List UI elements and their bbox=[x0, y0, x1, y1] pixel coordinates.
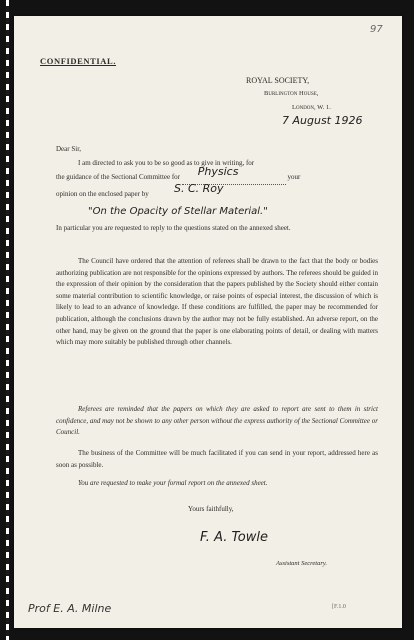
formal-report-note: You are requested to make your formal report on the annexed sheet. bbox=[78, 479, 268, 487]
salutation: Dear Sir, bbox=[56, 145, 81, 153]
request-line-2a: the guidance of the Sectional Committee for bbox=[56, 173, 181, 181]
confidential-heading: CONFIDENTIAL. bbox=[40, 56, 117, 66]
paper-title-handwritten: "On the Opacity of Stellar Material." bbox=[88, 206, 268, 217]
author-handwritten: S. C. Roy bbox=[174, 182, 224, 195]
letter-page bbox=[14, 16, 402, 628]
page-number: 97 bbox=[370, 24, 383, 35]
recipient-pencil-note: Prof E. A. Milne bbox=[28, 602, 112, 615]
footer-code: [F.1.0 bbox=[332, 604, 346, 610]
scale-ruler bbox=[6, 0, 9, 640]
committee-handwritten: Physics bbox=[197, 165, 239, 178]
closing: Yours faithfully, bbox=[188, 505, 234, 513]
referees-reminder: Referees are reminded that the papers on which they are asked to report are sent to them in strict confidence, and may not be shown to any other person without the express authority of the Sectional Committee or Council. bbox=[56, 405, 378, 437]
address-line-3: London, W. 1. bbox=[292, 104, 331, 111]
handwritten-date: 7 August 1926 bbox=[282, 114, 363, 127]
request-line-2b: your bbox=[287, 173, 301, 181]
request-line-4: In particular you are requested to reply to the questions stated on the annexed sheet. bbox=[56, 224, 291, 232]
signatory-title: Assistant Secretary. bbox=[276, 560, 328, 567]
signature: F. A. Towle bbox=[200, 530, 268, 545]
business-paragraph: The business of the Committee will be much facilitated if you can send in your report, addressed here as soon as possible. bbox=[56, 449, 378, 469]
address-line-1: ROYAL SOCIETY, bbox=[246, 76, 310, 85]
council-paragraph: The Council have ordered that the attention of referees shall be drawn to the fact that the body or bodies authorizing publication are not responsible for the opinions expressed by authors. The referees should be guided in the expression of their opinion by the consideration that the papers published by the Society should either contain some material contribution to scientific knowledge, or raise points of especial interest, the discussion of which is likely to lead to an advance of knowledge. If these conditions are fulfilled, the paper may be recommended for publication, although the conclusions drawn by the author may not be fully established. An adverse report, on the other hand, may be given on the ground that the paper is one elaborating points of detail, or dealing with matters which may more suitably be published through other channels. bbox=[56, 257, 378, 347]
address-line-2: Burlington House, bbox=[264, 90, 319, 97]
request-line-3: opinion on the enclosed paper by bbox=[56, 190, 149, 198]
request-line-1: I am directed to ask you to be so good as to give in writing, for bbox=[78, 159, 255, 167]
